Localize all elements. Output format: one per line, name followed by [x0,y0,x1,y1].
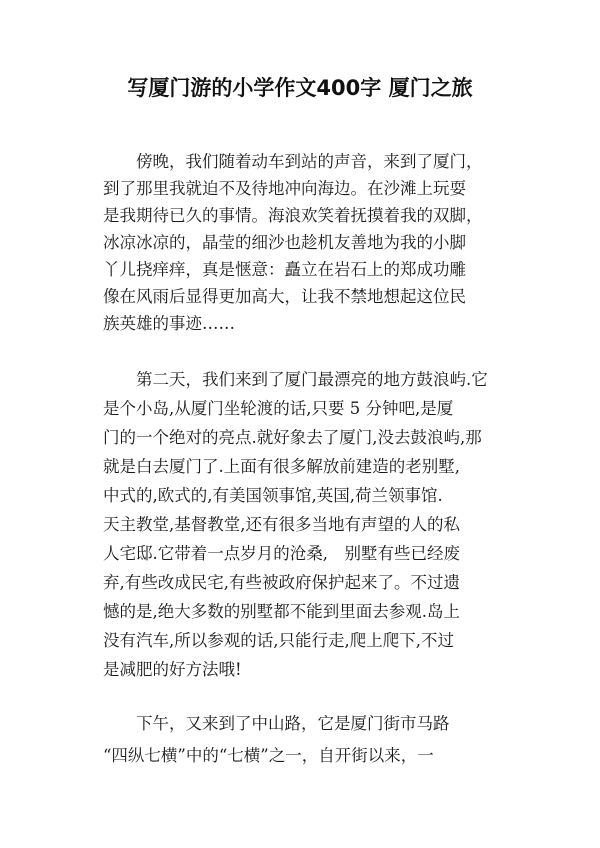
text-line: 没有汽车,所以参观的话,只能行走,爬上爬下,不过 [103,631,454,650]
text-line: 门的一个绝对的亮点.就好象去了厦门,没去鼓浪屿,那 [103,428,482,447]
text-line: 到了那里我就迫不及待地冲向海边。在沙滩上玩耍 [103,179,466,198]
text-line: 就是白去厦门了.上面有很多解放前建造的老别墅, [103,457,460,476]
text-line: 憾的是,绝大多数的别墅都不能到里面去参观.岛上 [103,602,460,621]
text-line: 人宅邸.它带着一点岁月的沧桑, 别墅有些已经废 [103,544,460,563]
text-line: 是我期待已久的事情。海浪欢笑着抚摸着我的双脚， [103,206,483,225]
text-line: 丫儿挠痒痒，真是惬意：矗立在岩石上的郑成功雕 [103,260,466,279]
text-line: 第二天，我们来到了厦门最漂亮的地方鼓浪屿.它 [136,370,488,389]
text-line: 冰凉冰凉的，晶莹的细沙也趁机友善地为我的小脚 [103,233,466,252]
text-line: 像在风雨后显得更加高大，让我不禁地想起这位民 [103,287,466,306]
text-line: 傍晚，我们随着动车到站的声音，来到了厦门， [136,152,483,171]
text-line: 是个小岛,从厦门坐轮渡的话,只要 5 分钟吧,是厦 [103,399,454,418]
text-line: 下午，又来到了中山路，它是厦门街市马路 [136,714,450,733]
text-line: “四纵七横”中的“七横”之一，自开街以来，一 [103,746,434,765]
text-line: 天主教堂,基督教堂,还有很多当地有声望的人的私 [103,515,460,534]
text-line: 弃,有些改成民宅,有些被政府保护起来了。不过遗 [103,573,460,592]
text-line: 是减肥的好方法哦! [103,660,242,679]
text-line: 族英雄的事迹…… [103,314,235,333]
text-line: 中式的,欧式的,有美国领事馆,英国,荷兰领事馆. [103,486,443,505]
document-title: 写厦门游的小学作文400字 厦门之旅 [127,76,473,100]
